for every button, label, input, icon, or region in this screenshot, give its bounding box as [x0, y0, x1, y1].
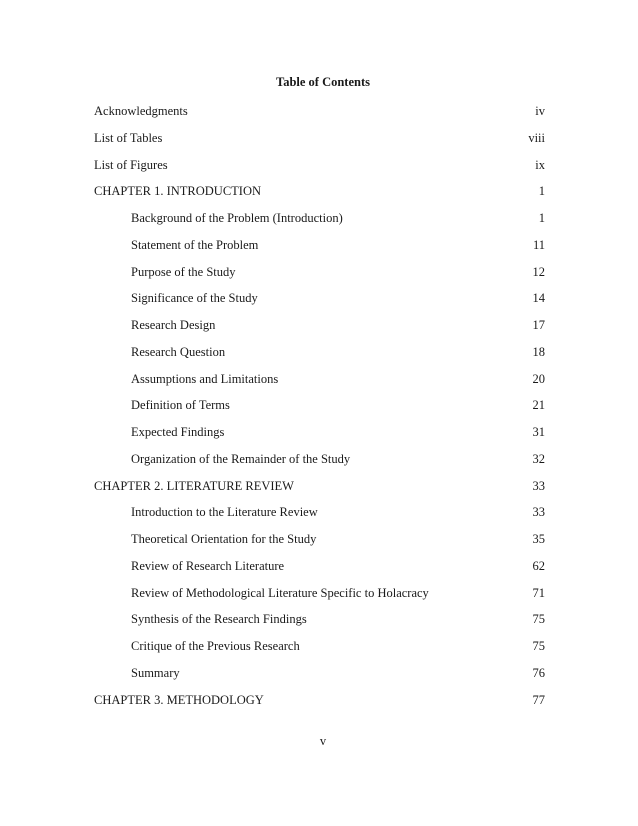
toc-subentry	[94, 205, 545, 232]
toc-entry	[94, 152, 545, 179]
toc-entry-label: CHAPTER 2. LITERATURE REVIEW	[94, 478, 294, 493]
toc-entry-label: Review of Research Literature	[131, 558, 285, 573]
toc-subentry	[94, 580, 545, 607]
toc-subentry	[94, 232, 545, 259]
toc-entry-page: 62	[532, 558, 545, 573]
toc-entry-label: Expected Findings	[131, 425, 225, 439]
toc-entry-label: Background of the Problem (Introduction)	[131, 211, 343, 225]
toc-entry	[94, 473, 545, 500]
toc-entry	[94, 125, 545, 152]
toc-entry-label: Statement of the Problem	[131, 237, 259, 252]
toc-entry-page: 33	[532, 478, 545, 493]
toc-entry-page: 33	[532, 505, 545, 520]
toc-entry-label: Acknowledgments	[94, 104, 188, 118]
toc-entry-label: Theoretical Orientation for the Study	[131, 532, 317, 546]
toc-entry-page: 32	[532, 451, 545, 466]
toc-entry-page: 1	[538, 184, 545, 199]
toc-entry-label: Organization of the Remainder of the Study	[131, 451, 351, 466]
toc-entry-page: 12	[532, 264, 545, 279]
toc-subentry	[94, 526, 545, 553]
toc-subentry	[94, 366, 545, 393]
toc-entry-label: Definition of Terms	[131, 398, 230, 413]
toc-subentry	[94, 553, 545, 580]
toc-list	[94, 98, 545, 713]
toc-entry-label: Purpose of the Study	[131, 264, 236, 279]
toc-entry-page: 17	[532, 318, 545, 332]
toc-entry-page: 21	[532, 398, 545, 413]
toc-subentry	[94, 392, 545, 419]
toc-entry-label: Significance of the Study	[131, 291, 258, 306]
toc-entry-label: Research Design	[131, 318, 216, 332]
toc-entry	[94, 687, 545, 714]
toc-entry-page: 71	[532, 585, 545, 600]
page-number: v	[319, 734, 327, 748]
toc-entry-page: 14	[532, 291, 545, 306]
toc-entry-label: Critique of the Previous Research	[131, 639, 300, 653]
toc-entry-label: CHAPTER 3. METHODOLOGY	[94, 692, 264, 707]
toc-subentry	[94, 499, 545, 526]
toc-entry-label: Research Question	[131, 344, 226, 359]
toc-entry-page: iv	[535, 104, 545, 118]
toc-entry-label: List of Tables	[94, 130, 163, 145]
toc-entry-page: 75	[532, 612, 545, 627]
toc-subentry	[94, 285, 545, 312]
toc-title: Table of Contents	[276, 75, 370, 89]
toc-entry-page: ix	[535, 157, 545, 172]
toc-entry-label: Review of Methodological Literature Specific to Holacracy	[131, 585, 429, 600]
toc-subentry	[94, 660, 545, 687]
toc-subentry	[94, 633, 545, 660]
toc-entry-page: 76	[532, 665, 545, 680]
toc-entry-label: List of Figures	[94, 157, 168, 172]
toc-entry-page: 11	[532, 237, 545, 252]
toc-subentry	[94, 339, 545, 366]
toc-entry-label: CHAPTER 1. INTRODUCTION	[94, 184, 262, 199]
toc-subentry	[94, 312, 545, 339]
toc-entry-page: 18	[532, 344, 545, 359]
toc-entry-label: Assumptions and Limitations	[131, 371, 279, 386]
toc-entry-page: 20	[532, 371, 545, 386]
toc-subentry	[94, 419, 545, 446]
toc-entry-label: Synthesis of the Research Findings	[131, 612, 307, 627]
toc-subentry	[94, 606, 545, 633]
toc-entry-page: 77	[532, 692, 545, 707]
toc-entry-label: Introduction to the Literature Review	[131, 505, 318, 520]
toc-entry-page: 1	[538, 211, 545, 225]
toc-entry-page: viii	[528, 130, 545, 145]
toc-entry	[94, 178, 545, 205]
toc-entry-page: 75	[532, 639, 545, 653]
toc-entry-page: 35	[532, 532, 545, 546]
toc-entry	[94, 98, 545, 125]
toc-subentry	[94, 446, 545, 473]
toc-entry-label: Summary	[131, 665, 180, 680]
toc-subentry	[94, 259, 545, 286]
toc-entry-page: 31	[532, 425, 545, 439]
